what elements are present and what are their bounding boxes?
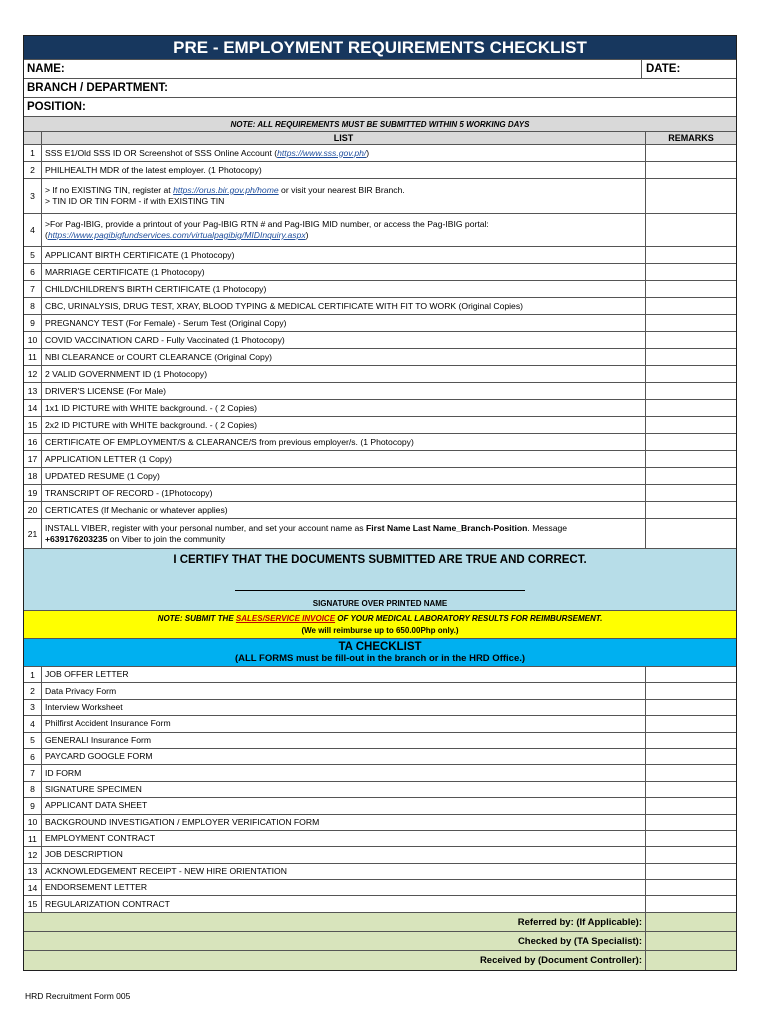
item-text: DRIVER'S LICENSE (For Male) <box>45 385 167 396</box>
requirement-line <box>45 403 645 414</box>
remarks-cell[interactable] <box>646 733 736 748</box>
position-row <box>24 98 736 117</box>
remarks-cell[interactable] <box>646 417 736 433</box>
row-number: 5 <box>24 247 42 263</box>
requirement-line <box>45 185 645 196</box>
signoff-label: Checked by (TA Specialist): <box>24 932 646 950</box>
row-number: 11 <box>24 349 42 365</box>
ta-checklist-row <box>24 683 736 699</box>
row-number: 7 <box>24 281 42 297</box>
link-text[interactable]: https://orus.bir.gov.ph/home <box>173 185 279 195</box>
requirement-text <box>42 332 646 348</box>
checklist-form <box>23 35 737 971</box>
row-number: 3 <box>24 700 42 715</box>
row-number: 20 <box>24 502 42 518</box>
requirement-line <box>45 369 645 380</box>
reimbursement-limit: (We will reimburse up to 650.00Php only.) <box>301 625 459 635</box>
requirement-text <box>42 383 646 399</box>
link-text[interactable]: https://www.sss.gov.ph/ <box>277 147 367 158</box>
remarks-cell[interactable] <box>646 214 736 246</box>
row-number: 13 <box>24 383 42 399</box>
requirement-row <box>24 247 736 264</box>
requirement-line <box>45 250 645 261</box>
requirement-row <box>24 468 736 485</box>
remarks-cell[interactable] <box>646 162 736 178</box>
item-text: >For Pag-IBIG, provide a printout of your Pag-IBIG RTN # and Pag-IBIG MID number, or access the Pag-IBIG portal: <box>45 219 489 229</box>
ta-item-text: SIGNATURE SPECIMEN <box>42 782 646 797</box>
signoff-field[interactable] <box>646 913 736 931</box>
requirement-line <box>45 148 645 159</box>
row-number: 10 <box>24 332 42 348</box>
row-number: 12 <box>24 366 42 382</box>
ta-item-text: ACKNOWLEDGEMENT RECEIPT - NEW HIRE ORIENTATION <box>42 864 646 879</box>
requirement-text <box>42 281 646 297</box>
requirement-text <box>42 349 646 365</box>
requirement-row <box>24 502 736 519</box>
row-number: 14 <box>24 880 42 895</box>
ta-checklist-row <box>24 667 736 683</box>
remarks-cell[interactable] <box>646 831 736 846</box>
ta-item-text: BACKGROUND INVESTIGATION / EMPLOYER VERIFICATION FORM <box>42 815 646 830</box>
row-number: 19 <box>24 485 42 501</box>
remarks-cell[interactable] <box>646 716 736 731</box>
item-text: UPDATED RESUME (1 Copy) <box>45 470 160 481</box>
ta-checklist-row <box>24 733 736 749</box>
remarks-cell[interactable] <box>646 434 736 450</box>
remarks-cell[interactable] <box>646 519 736 548</box>
remarks-cell[interactable] <box>646 815 736 830</box>
requirement-line <box>45 219 645 230</box>
signoff-field[interactable] <box>646 951 736 970</box>
ta-checklist-row <box>24 880 736 896</box>
ta-item-text: Data Privacy Form <box>42 683 646 698</box>
remarks-cell[interactable] <box>646 332 736 348</box>
requirement-line <box>45 523 645 534</box>
row-number: 8 <box>24 782 42 797</box>
ta-item-text: REGULARIZATION CONTRACT <box>42 896 646 911</box>
requirement-row <box>24 400 736 417</box>
ta-checklist-row <box>24 815 736 831</box>
remarks-cell[interactable] <box>646 502 736 518</box>
item-text: CHILD/CHILDREN'S BIRTH CERTIFICATE (1 Photocopy) <box>45 283 267 294</box>
list-column-header: LIST <box>42 132 646 144</box>
ta-checklist-subtitle: (ALL FORMS must be fill-out in the branch or in the HRD Office.) <box>234 652 526 664</box>
row-number: 14 <box>24 400 42 416</box>
requirement-row <box>24 434 736 451</box>
item-text: CBC, URINALYSIS, DRUG TEST, XRAY, BLOOD TYPING & MEDICAL CERTIFICATE WITH FIT TO WORK (Original Copies) <box>45 300 523 311</box>
remarks-cell[interactable] <box>646 400 736 416</box>
row-number: 11 <box>24 831 42 846</box>
remarks-cell[interactable] <box>646 468 736 484</box>
remarks-cell[interactable] <box>646 264 736 280</box>
item-text: NBI CLEARANCE or COURT CLEARANCE (Original Copy) <box>45 351 272 362</box>
row-number: 18 <box>24 468 42 484</box>
form-title: PRE - EMPLOYMENT REQUIREMENTS CHECKLIST <box>24 36 736 60</box>
signoff-row <box>24 913 736 932</box>
date-field[interactable]: DATE: <box>646 63 681 75</box>
item-text: APPLICANT BIRTH CERTIFICATE (1 Photocopy) <box>45 249 235 260</box>
remarks-cell[interactable] <box>646 864 736 879</box>
signature-label: SIGNATURE OVER PRINTED NAME <box>312 599 448 608</box>
ta-checklist-title: TA CHECKLIST <box>338 640 422 653</box>
remarks-cell[interactable] <box>646 667 736 682</box>
requirement-line <box>45 301 645 312</box>
item-text: MARRIAGE CERTIFICATE (1 Photocopy) <box>45 266 205 277</box>
ta-checklist-row <box>24 749 736 765</box>
requirement-text <box>42 502 646 518</box>
ta-item-text: GENERALI Insurance Form <box>42 733 646 748</box>
ta-item-text: PAYCARD GOOGLE FORM <box>42 749 646 764</box>
requirement-row <box>24 417 736 434</box>
item-text: CERTICATES (If Mechanic or whatever applies) <box>45 504 228 515</box>
requirement-line <box>45 284 645 295</box>
ta-item-text: ID FORM <box>42 765 646 780</box>
requirement-text <box>42 264 646 280</box>
requirement-text <box>42 162 646 178</box>
row-number: 8 <box>24 298 42 314</box>
requirement-row <box>24 451 736 468</box>
remarks-cell[interactable] <box>646 298 736 314</box>
ta-item-text: JOB DESCRIPTION <box>42 847 646 862</box>
ta-checklist-row <box>24 700 736 716</box>
requirement-text <box>42 315 646 331</box>
requirement-line <box>45 165 645 176</box>
ta-checklist-row <box>24 765 736 781</box>
requirement-line <box>45 196 645 207</box>
requirement-row <box>24 298 736 315</box>
ta-item-text: EMPLOYMENT CONTRACT <box>42 831 646 846</box>
requirement-row <box>24 281 736 298</box>
item-text: ( <box>45 230 48 240</box>
requirement-line <box>45 335 645 346</box>
signoff-row <box>24 932 736 951</box>
number-column-header <box>24 132 42 144</box>
requirement-line <box>45 230 645 241</box>
ta-checklist-header <box>24 639 736 667</box>
remarks-cell[interactable] <box>646 896 736 911</box>
requirement-row <box>24 366 736 383</box>
requirement-line <box>45 471 645 482</box>
row-number: 16 <box>24 434 42 450</box>
remarks-cell[interactable] <box>646 247 736 263</box>
row-number: 1 <box>24 667 42 682</box>
row-number: 4 <box>24 716 42 731</box>
requirement-text <box>42 468 646 484</box>
item-text: SSS E1/Old SSS ID OR Screenshot of SSS Online Account ( <box>45 147 278 158</box>
item-text: . Message <box>527 522 568 533</box>
item-text: > If no EXISTING TIN, register at <box>45 185 174 195</box>
row-number: 15 <box>24 896 42 911</box>
requirement-line <box>45 386 645 397</box>
row-number: 12 <box>24 847 42 862</box>
item-text: COVID VACCINATION CARD - Fully Vaccinated (1 Photocopy) <box>45 334 285 345</box>
requirement-row <box>24 519 736 549</box>
requirement-line <box>45 454 645 465</box>
remarks-cell[interactable] <box>646 179 736 213</box>
remarks-cell[interactable] <box>646 782 736 797</box>
ta-item-text: Philfirst Accident Insurance Form <box>42 716 646 731</box>
remarks-column-header: REMARKS <box>668 133 714 143</box>
requirement-text <box>42 179 646 213</box>
row-number: 6 <box>24 749 42 764</box>
requirement-row <box>24 315 736 332</box>
requirement-text <box>42 298 646 314</box>
remarks-cell[interactable] <box>646 880 736 895</box>
requirement-row <box>24 162 736 179</box>
item-text: 1x1 ID PICTURE with WHITE background. - ( 2 Copies) <box>45 402 258 413</box>
row-number: 7 <box>24 765 42 780</box>
ta-item-text: JOB OFFER LETTER <box>42 667 646 682</box>
form-code: HRD Recruitment Form 005 <box>25 991 131 1001</box>
requirement-text <box>42 145 646 161</box>
ta-checklist-row <box>24 716 736 732</box>
row-number: 21 <box>24 519 42 548</box>
requirement-text <box>42 451 646 467</box>
requirement-line <box>45 420 645 431</box>
requirement-row <box>24 179 736 214</box>
ta-checklist-row <box>24 798 736 814</box>
ta-checklist-row <box>24 782 736 798</box>
requirement-line <box>45 318 645 329</box>
signature-line[interactable] <box>235 590 525 591</box>
requirement-row <box>24 214 736 247</box>
certification-block <box>24 549 736 611</box>
ta-item-text: APPLICANT DATA SHEET <box>42 798 646 813</box>
row-number: 1 <box>24 145 42 161</box>
name-row <box>24 60 736 79</box>
reimbursement-note <box>24 611 736 639</box>
row-number: 13 <box>24 864 42 879</box>
requirement-row <box>24 264 736 281</box>
ta-item-text: Interview Worksheet <box>42 700 646 715</box>
ta-checklist-row <box>24 831 736 847</box>
remarks-cell[interactable] <box>646 765 736 780</box>
remarks-cell[interactable] <box>646 145 736 161</box>
requirement-text <box>42 366 646 382</box>
item-text: ) <box>305 230 309 240</box>
requirement-text <box>42 434 646 450</box>
column-header-row <box>24 132 736 145</box>
branch-row <box>24 79 736 98</box>
item-text: APPLICATION LETTER (1 Copy) <box>45 453 172 464</box>
row-number: 9 <box>24 315 42 331</box>
remarks-cell[interactable] <box>646 847 736 862</box>
row-number: 6 <box>24 264 42 280</box>
requirement-text <box>42 485 646 501</box>
requirement-row <box>24 349 736 366</box>
reimbursement-note-suffix: OF YOUR MEDICAL LABORATORY RESULTS FOR REIMBURSEMENT. <box>335 613 603 623</box>
remarks-cell[interactable] <box>646 315 736 331</box>
remarks-cell[interactable] <box>646 485 736 501</box>
link-text[interactable]: https://www.pagibigfundservices.com/virtualpagibig/MIDInquiry.aspx <box>47 230 306 240</box>
requirement-text <box>42 417 646 433</box>
signoff-row <box>24 951 736 970</box>
branch-field[interactable]: BRANCH / DEPARTMENT: <box>27 82 168 94</box>
reimbursement-note-prefix: NOTE: SUBMIT THE <box>157 613 236 623</box>
row-number: 17 <box>24 451 42 467</box>
name-field[interactable]: NAME: <box>24 60 642 78</box>
requirement-row <box>24 383 736 400</box>
item-text: First Name Last Name_Branch-Position <box>366 522 528 533</box>
ta-checklist-row <box>24 896 736 912</box>
requirements-list <box>24 145 736 549</box>
remarks-cell[interactable] <box>646 281 736 297</box>
requirement-row <box>24 145 736 162</box>
requirement-line <box>45 437 645 448</box>
row-number: 3 <box>24 179 42 213</box>
remarks-cell[interactable] <box>646 683 736 698</box>
row-number: 15 <box>24 417 42 433</box>
row-number: 2 <box>24 683 42 698</box>
remarks-cell[interactable] <box>646 451 736 467</box>
submission-note: NOTE: ALL REQUIREMENTS MUST BE SUBMITTED WITHIN 5 WORKING DAYS <box>24 117 736 132</box>
row-number: 2 <box>24 162 42 178</box>
item-text: 2x2 ID PICTURE with WHITE background. - ( 2 Copies) <box>45 419 258 430</box>
requirement-row <box>24 332 736 349</box>
item-text: on Viber to join the community <box>107 533 226 544</box>
certification-statement: I CERTIFY THAT THE DOCUMENTS SUBMITTED ARE TRUE AND CORRECT. <box>173 554 587 566</box>
remarks-cell[interactable] <box>646 749 736 764</box>
item-text: ) <box>366 147 370 158</box>
requirement-text <box>42 214 646 246</box>
requirement-line <box>45 352 645 363</box>
requirement-text <box>42 247 646 263</box>
remarks-cell[interactable] <box>646 349 736 365</box>
requirement-text <box>42 400 646 416</box>
ta-checklist-row <box>24 847 736 863</box>
item-text: PREGNANCY TEST (For Female) - Serum Test (Original Copy) <box>45 317 287 328</box>
signoff-list <box>24 913 736 970</box>
position-field[interactable]: POSITION: <box>27 101 86 113</box>
remarks-cell[interactable] <box>646 366 736 382</box>
ta-checklist-list <box>24 667 736 913</box>
row-number: 9 <box>24 798 42 813</box>
remarks-cell[interactable] <box>646 798 736 813</box>
item-text: CERTIFICATE OF EMPLOYMENT/S & CLEARANCE/S from previous employer/s. (1 Photocopy) <box>45 436 414 447</box>
ta-checklist-row <box>24 864 736 880</box>
row-number: 4 <box>24 214 42 246</box>
item-text: INSTALL VIBER, register with your personal number, and set your account name as <box>45 522 366 533</box>
requirement-row <box>24 485 736 502</box>
signoff-field[interactable] <box>646 932 736 950</box>
requirement-line <box>45 267 645 278</box>
item-text: +639176203235 <box>45 533 108 544</box>
item-text: PHILHEALTH MDR of the latest employer. (1 Photocopy) <box>45 164 262 175</box>
item-text: or visit your nearest BIR Branch. <box>278 185 405 195</box>
remarks-cell[interactable] <box>646 383 736 399</box>
item-text: > TIN ID OR TIN FORM - if with EXISTING TIN <box>45 196 225 206</box>
item-text: TRANSCRIPT OF RECORD - (1Photocopy) <box>45 487 213 498</box>
signoff-label: Referred by: (If Applicable): <box>24 913 646 931</box>
requirement-line <box>45 488 645 499</box>
requirement-line <box>45 505 645 516</box>
requirement-text <box>42 519 646 548</box>
signoff-label: Received by (Document Controller): <box>24 951 646 970</box>
invoice-highlight: SALES/SERVICE INVOICE <box>235 613 336 623</box>
row-number: 10 <box>24 815 42 830</box>
requirement-line <box>45 534 645 545</box>
ta-item-text: ENDORSEMENT LETTER <box>42 880 646 895</box>
item-text: 2 VALID GOVERNMENT ID (1 Photocopy) <box>45 368 208 379</box>
remarks-cell[interactable] <box>646 700 736 715</box>
row-number: 5 <box>24 733 42 748</box>
